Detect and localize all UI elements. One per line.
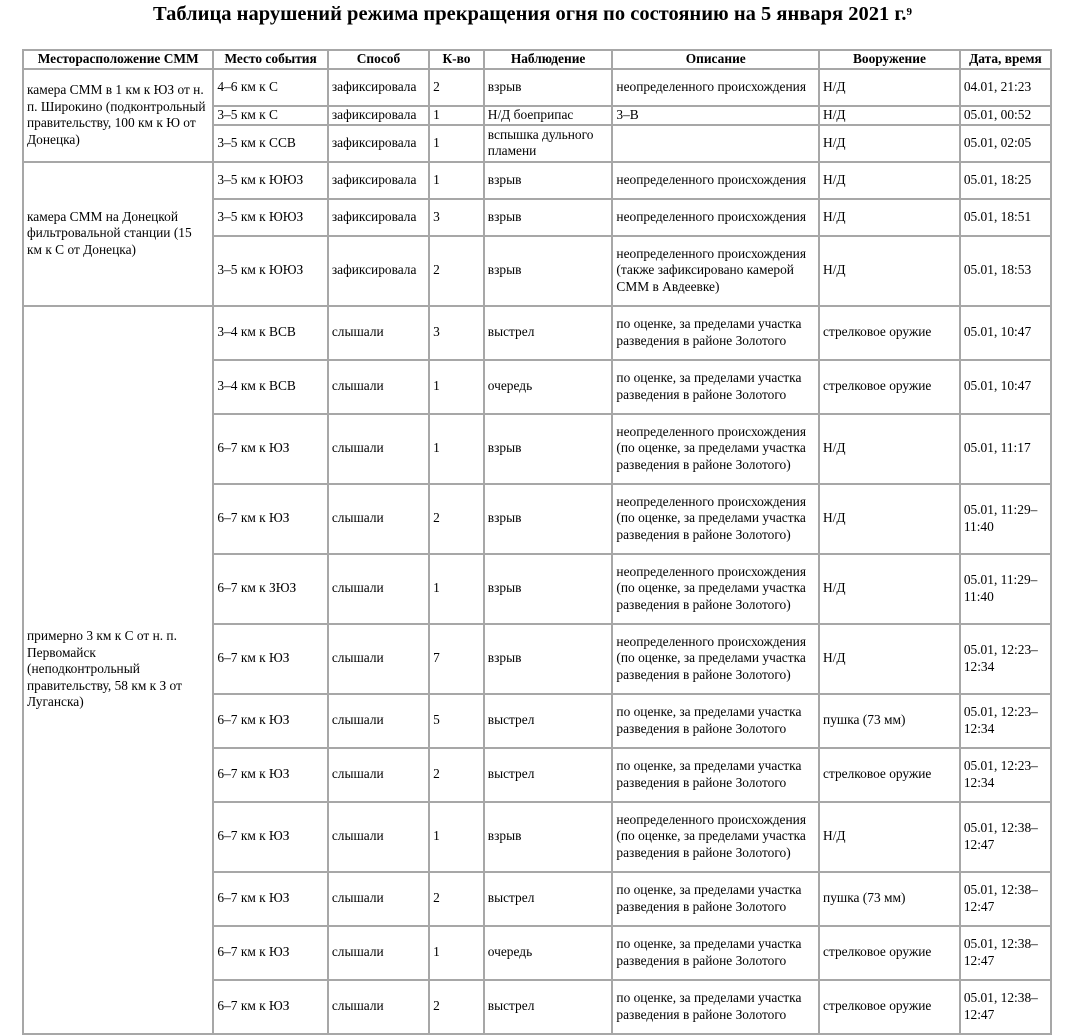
cell-description: неопределенного происхождения (по оценке, за пределами участка разведения в районе Золотого) [613,415,818,483]
cell-weapon: стрелковое оружие [820,307,959,359]
cell-observation: вспышка дульного пламени [485,126,612,161]
cell-count: 1 [430,107,483,124]
cell-observation: взрыв [485,625,612,693]
col-header-datetime: Дата, время [961,51,1050,68]
cell-description: неопределенного происхождения [613,70,818,105]
cell-place: 4–6 км к С [214,70,326,105]
cell-place: 3–5 км к ЮЮЗ [214,163,326,198]
cell-description: неопределенного происхождения (по оценке, за пределами участка разведения в районе Золотого) [613,625,818,693]
cell-weapon: Н/Д [820,625,959,693]
cell-place: 6–7 км к ЮЗ [214,803,326,871]
cell-datetime: 05.01, 10:47 [961,307,1050,359]
cell-method: слышали [329,361,428,413]
cell-count: 2 [430,237,483,305]
cell-weapon: Н/Д [820,415,959,483]
cell-place: 6–7 км к ЗЮЗ [214,555,326,623]
cell-observation: взрыв [485,415,612,483]
cell-description [613,126,818,161]
cell-observation: выстрел [485,873,612,925]
cell-method: слышали [329,927,428,979]
cell-weapon: Н/Д [820,200,959,235]
cell-weapon: Н/Д [820,107,959,124]
cell-method: зафиксировала [329,163,428,198]
cell-weapon: Н/Д [820,485,959,553]
cell-observation: выстрел [485,695,612,747]
cell-observation: взрыв [485,555,612,623]
cell-weapon: стрелковое оружие [820,927,959,979]
cell-method: слышали [329,485,428,553]
cell-place: 6–7 км к ЮЗ [214,485,326,553]
cell-place: 3–5 км к ЮЮЗ [214,237,326,305]
cell-method: слышали [329,695,428,747]
ceasefire-violations-table [22,49,1052,1035]
table-row [24,307,1050,359]
cell-description: неопределенного происхождения (также зафиксировано камерой СММ в Авдеевке) [613,237,818,305]
cell-method: слышали [329,749,428,801]
cell-datetime: 05.01, 11:29–11:40 [961,485,1050,553]
cell-observation: выстрел [485,307,612,359]
cell-count: 1 [430,927,483,979]
cell-description: по оценке, за пределами участка разведения в районе Золотого [613,695,818,747]
cell-weapon: стрелковое оружие [820,361,959,413]
cell-description: неопределенного происхождения [613,163,818,198]
cell-smm-location: примерно 3 км к С от н. п. Первомайск (неподконтрольный правительству, 58 км к З от Луганска) [24,307,212,1033]
table-header-row [24,51,1050,68]
cell-count: 2 [430,485,483,553]
cell-place: 3–5 км к С [214,107,326,124]
cell-datetime: 05.01, 18:25 [961,163,1050,198]
cell-count: 1 [430,555,483,623]
cell-datetime: 04.01, 21:23 [961,70,1050,105]
cell-count: 5 [430,695,483,747]
cell-observation: взрыв [485,485,612,553]
cell-count: 7 [430,625,483,693]
cell-datetime: 05.01, 12:38–12:47 [961,927,1050,979]
cell-place: 3–5 км к ЮЮЗ [214,200,326,235]
cell-count: 1 [430,126,483,161]
col-header-weapon: Вооружение [820,51,959,68]
table-body [24,70,1050,1033]
cell-observation: очередь [485,927,612,979]
cell-method: слышали [329,625,428,693]
cell-place: 6–7 км к ЮЗ [214,981,326,1033]
cell-place: 6–7 км к ЮЗ [214,873,326,925]
cell-method: слышали [329,873,428,925]
cell-weapon: пушка (73 мм) [820,695,959,747]
cell-observation: очередь [485,361,612,413]
page-title-text: Таблица нарушений режима прекращения огня по состоянию на 5 января 2021 г. [153,3,907,25]
cell-description: неопределенного происхождения (по оценке, за пределами участка разведения в районе Золотого) [613,555,818,623]
cell-count: 2 [430,749,483,801]
cell-count: 3 [430,307,483,359]
cell-datetime: 05.01, 11:17 [961,415,1050,483]
cell-observation: взрыв [485,163,612,198]
footnote-marker: 9 [906,6,912,18]
cell-weapon: Н/Д [820,237,959,305]
table-row [24,163,1050,198]
cell-count: 1 [430,415,483,483]
cell-smm-location: камера СММ на Донецкой фильтровальной станции (15 км к С от Донецка) [24,163,212,305]
col-header-count: К-во [430,51,483,68]
cell-datetime: 05.01, 12:38–12:47 [961,873,1050,925]
cell-datetime: 05.01, 12:38–12:47 [961,981,1050,1033]
cell-weapon: стрелковое оружие [820,749,959,801]
cell-datetime: 05.01, 11:29–11:40 [961,555,1050,623]
cell-count: 1 [430,803,483,871]
cell-weapon: Н/Д [820,126,959,161]
cell-observation: взрыв [485,803,612,871]
cell-method: слышали [329,415,428,483]
cell-description: 3–В [613,107,818,124]
cell-observation: выстрел [485,981,612,1033]
cell-smm-location: камера СММ в 1 км к ЮЗ от н. п. Широкино (подконтрольный правительству, 100 км к Ю от Донецка) [24,70,212,161]
cell-place: 6–7 км к ЮЗ [214,749,326,801]
cell-method: слышали [329,555,428,623]
cell-weapon: Н/Д [820,70,959,105]
cell-observation: взрыв [485,237,612,305]
cell-place: 3–4 км к ВСВ [214,361,326,413]
cell-datetime: 05.01, 12:23–12:34 [961,749,1050,801]
col-header-description: Описание [613,51,818,68]
cell-count: 1 [430,163,483,198]
cell-count: 2 [430,873,483,925]
cell-description: неопределенного происхождения [613,200,818,235]
cell-method: слышали [329,307,428,359]
cell-description: по оценке, за пределами участка разведения в районе Золотого [613,361,818,413]
cell-description: по оценке, за пределами участка разведения в районе Золотого [613,927,818,979]
cell-place: 6–7 км к ЮЗ [214,415,326,483]
cell-description: по оценке, за пределами участка разведения в районе Золотого [613,981,818,1033]
cell-method: зафиксировала [329,126,428,161]
cell-description: по оценке, за пределами участка разведения в районе Золотого [613,307,818,359]
cell-weapon: Н/Д [820,555,959,623]
cell-count: 2 [430,70,483,105]
cell-weapon: стрелковое оружие [820,981,959,1033]
cell-method: зафиксировала [329,107,428,124]
cell-place: 3–5 км к ССВ [214,126,326,161]
cell-place: 3–4 км к ВСВ [214,307,326,359]
table-row [24,70,1050,105]
cell-count: 2 [430,981,483,1033]
cell-weapon: пушка (73 мм) [820,873,959,925]
cell-description: по оценке, за пределами участка разведения в районе Золотого [613,749,818,801]
cell-datetime: 05.01, 18:51 [961,200,1050,235]
cell-count: 3 [430,200,483,235]
col-header-location: Месторасположение СММ [24,51,212,68]
cell-method: слышали [329,803,428,871]
cell-description: неопределенного происхождения (по оценке, за пределами участка разведения в районе Золотого) [613,485,818,553]
cell-weapon: Н/Д [820,803,959,871]
cell-datetime: 05.01, 02:05 [961,126,1050,161]
cell-method: слышали [329,981,428,1033]
cell-datetime: 05.01, 12:23–12:34 [961,625,1050,693]
cell-observation: взрыв [485,70,612,105]
cell-place: 6–7 км к ЮЗ [214,625,326,693]
cell-observation: Н/Д боеприпас [485,107,612,124]
cell-place: 6–7 км к ЮЗ [214,927,326,979]
cell-method: зафиксировала [329,237,428,305]
cell-datetime: 05.01, 00:52 [961,107,1050,124]
cell-datetime: 05.01, 12:38–12:47 [961,803,1050,871]
cell-method: зафиксировала [329,70,428,105]
cell-description: неопределенного происхождения (по оценке, за пределами участка разведения в районе Золотого) [613,803,818,871]
col-header-observation: Наблюдение [485,51,612,68]
cell-datetime: 05.01, 10:47 [961,361,1050,413]
col-header-place: Место события [214,51,326,68]
cell-count: 1 [430,361,483,413]
cell-observation: выстрел [485,749,612,801]
cell-datetime: 05.01, 12:23–12:34 [961,695,1050,747]
cell-observation: взрыв [485,200,612,235]
cell-description: по оценке, за пределами участка разведения в районе Золотого [613,873,818,925]
col-header-method: Способ [329,51,428,68]
cell-method: зафиксировала [329,200,428,235]
cell-weapon: Н/Д [820,163,959,198]
cell-datetime: 05.01, 18:53 [961,237,1050,305]
page-title [0,0,1065,38]
cell-place: 6–7 км к ЮЗ [214,695,326,747]
